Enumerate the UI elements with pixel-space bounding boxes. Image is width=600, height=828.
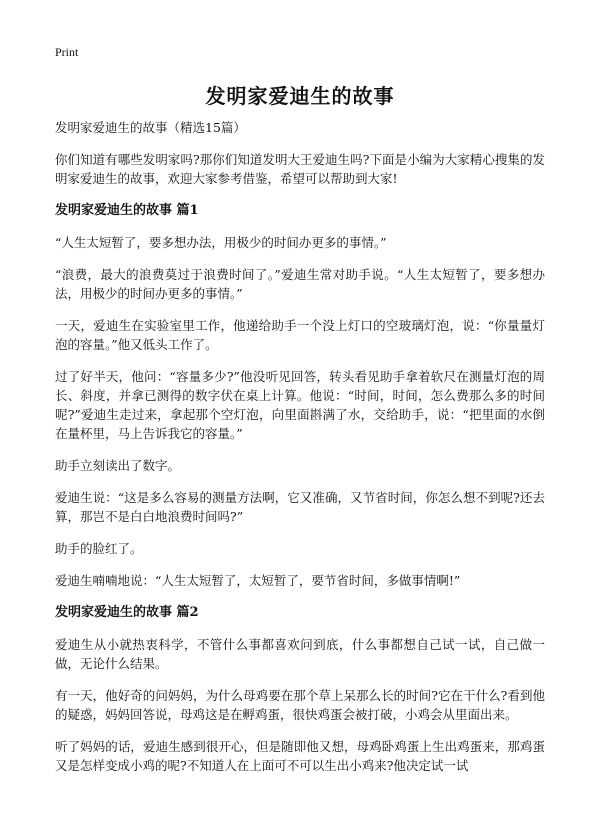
paragraph: 助手的脸红了。 [55,541,143,556]
paragraph: 爱迪生喃喃地说：“人生太短暂了，太短暂了，要节省时间，多做事情啊!” [55,573,461,588]
page-title: 发明家爱迪生的故事 [205,84,395,108]
section-heading-1: 发明家爱迪生的故事 篇1 [55,203,199,218]
paragraph: 听了妈妈的话，爱迪生感到很开心，但是随即他又想，母鸡卧鸡蛋上生出鸡蛋来，那鸡蛋又是怎样变成小鸡的呢?不知道人在上面可不可以生出小鸡来?他决定试一试 [55,739,545,773]
article-subtitle: 发明家爱迪生的故事（精选15篇） [55,120,246,135]
paragraph: 助手立刻读出了数字。 [55,458,181,473]
section-heading-2: 发明家爱迪生的故事 篇2 [55,605,199,620]
paragraph: 过了好半天，他问：“容量多少?”他没听见回答，转头看见助手拿着软尺在测量灯泡的周长、斜度，并拿已测得的数字伏在桌上计算。他说：“时间，时间，怎么费那么多的时间呢?”爱迪生走过来，拿起那个空灯泡，向里面斟满了水，交给助手，说：“把里面的水倒在量杯里，马上告诉我它的容量。” [55,369,545,441]
article-body [55,118,545,788]
paragraph: “浪费，最大的浪费莫过于浪费时间了。”爱迪生常对助手说。“人生太短暂了，要多想办法，用极少的时间办更多的事情。” [55,267,545,301]
print-link[interactable]: Print [55,45,79,59]
paragraph: 爱迪生说：“这是多么容易的测量方法啊，它又准确，又节省时间，你怎么想不到呢?还去算，那岂不是白白地浪费时间吗?” [55,490,545,524]
paragraph: 一天，爱迪生在实验室里工作，他递给助手一个没上灯口的空玻璃灯泡，说：“你量量灯泡的容量。”他又低头工作了。 [55,318,545,352]
intro-paragraph: 你们知道有哪些发明家吗?那你们知道发明大王爱迪生吗?下面是小编为大家精心搜集的发明家爱迪生的故事，欢迎大家参考借鉴，希望可以帮助到大家! [55,152,545,186]
paragraph: 爱迪生从小就热衷科学，不管什么事都喜欢问到底，什么事都想自己试一试，自己做一做，无论什么结果。 [55,637,545,671]
paragraph: 有一天，他好奇的问妈妈，为什么母鸡要在那个草上呆那么长的时间?它在干什么?看到他的疑惑，妈妈回答说，母鸡这是在孵鸡蛋，很快鸡蛋会被打破，小鸡会从里面出来。 [55,688,545,722]
paragraph: “人生太短暂了，要多想办法，用极少的时间办更多的事情。” [55,235,387,250]
